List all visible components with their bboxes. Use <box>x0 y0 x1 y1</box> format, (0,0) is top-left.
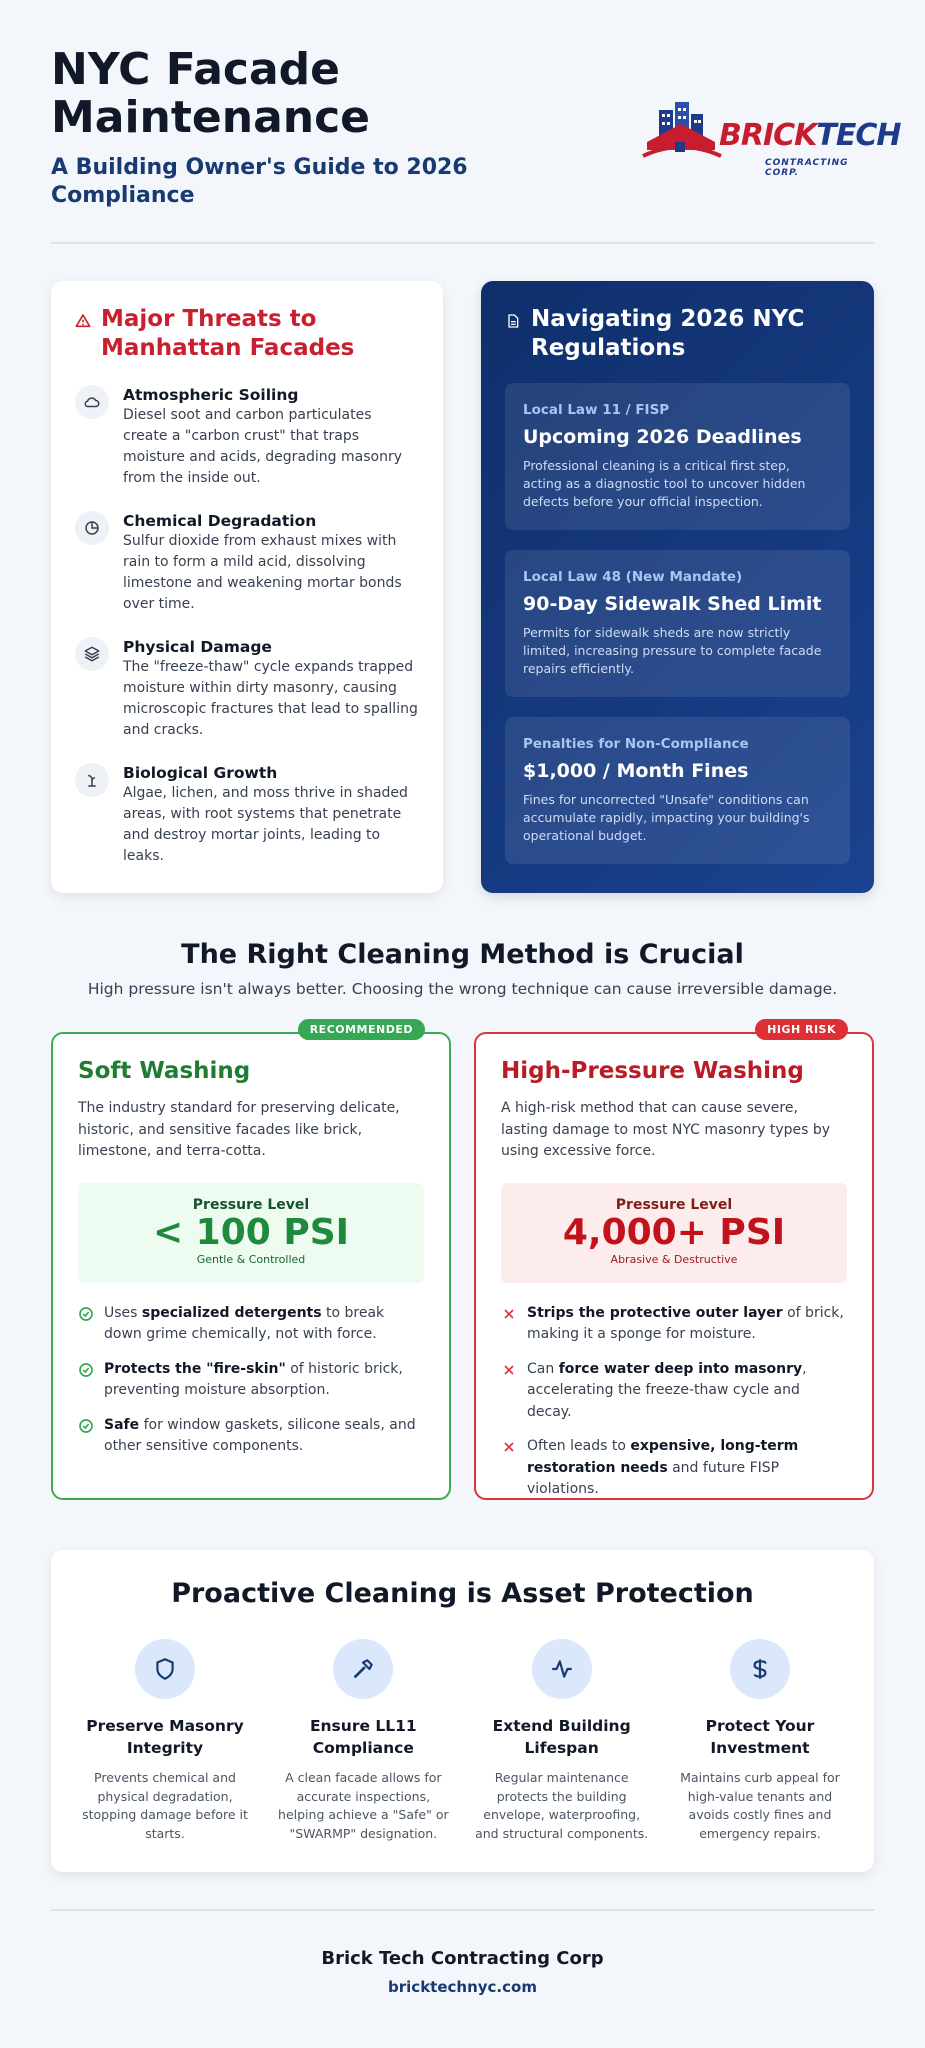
pressure-label: Pressure Level <box>615 1196 733 1213</box>
threat-item <box>75 511 419 615</box>
footer-url-link[interactable]: bricktechnyc.com <box>388 1978 537 1996</box>
benefit-text: Maintains curb appeal for high-value tenants and avoids costly fines and emergency repairs. <box>680 1770 840 1841</box>
footer-divider <box>51 1909 874 1911</box>
high-pressure-desc: A high-risk method that can cause severe, lasting damage to most NYC masonry types by using excessive force. <box>501 1100 831 1159</box>
regulations-card <box>481 281 874 893</box>
benefit-title: Protect Your Investment <box>705 1717 815 1757</box>
benefit-text: Regular maintenance protects the building envelope, waterproofing, and structural components. <box>475 1770 649 1841</box>
threat-title: Chemical Degradation <box>123 512 317 530</box>
list-item <box>501 1303 847 1346</box>
regulation-item <box>505 717 850 864</box>
pie-chart-icon <box>75 511 109 545</box>
point-text <box>527 1436 847 1501</box>
threat-title: Physical Damage <box>123 638 272 656</box>
regulations-title: Navigating 2026 NYC Regulations <box>531 306 805 361</box>
pressure-note: Gentle & Controlled <box>196 1252 306 1266</box>
high-risk-badge: HIGH RISK <box>755 1019 848 1040</box>
x-icon <box>501 1306 517 1322</box>
point-text <box>104 1303 424 1346</box>
point-post: for window gaskets, silicone seals, and other sensitive components. <box>104 1416 416 1454</box>
list-item <box>78 1303 424 1346</box>
regulation-title: $1,000 / Month Fines <box>523 760 749 782</box>
pressure-label: Pressure Level <box>192 1196 310 1213</box>
threat-item <box>75 637 419 741</box>
warning-icon <box>75 313 91 329</box>
check-circle-icon <box>78 1306 94 1322</box>
pressure-value: < 100 PSI <box>152 1211 350 1253</box>
regulation-title: 90-Day Sidewalk Shed Limit <box>523 593 822 615</box>
layers-icon <box>75 637 109 671</box>
x-icon <box>501 1362 517 1378</box>
proactive-title: Proactive Cleaning is Asset Protection <box>171 1578 754 1609</box>
check-circle-icon <box>78 1418 94 1434</box>
benefit-text: A clean facade allows for accurate inspections, helping achieve a "Safe" or "SWARMP" designation. <box>278 1770 449 1841</box>
threats-header <box>75 305 419 363</box>
benefit-item <box>275 1639 451 1843</box>
high-pressure-card <box>474 1023 874 1500</box>
logo-wordmark <box>719 118 901 153</box>
point-text <box>527 1303 847 1346</box>
pressure-box <box>78 1183 424 1283</box>
threats-title: Major Threats to Manhattan Facades <box>101 306 355 361</box>
activity-icon <box>532 1639 592 1699</box>
sprout-icon <box>75 763 109 797</box>
regulation-tag: Local Law 48 (New Mandate) <box>523 569 743 585</box>
proactive-card <box>51 1550 874 1872</box>
regulations-header <box>505 305 850 363</box>
point-bold: Protects the "fire-skin" <box>104 1360 286 1377</box>
list-item <box>78 1359 424 1402</box>
threat-item <box>75 763 419 867</box>
soft-washing-title: Soft Washing <box>78 1058 251 1084</box>
point-post: , accelerating the freeze-thaw cycle and decay. <box>527 1360 807 1420</box>
shield-icon <box>135 1639 195 1699</box>
logo-subtitle: CONTRACTING CORP. <box>765 158 849 178</box>
soft-points <box>78 1303 424 1458</box>
benefit-title: Preserve Masonry Integrity <box>86 1717 244 1757</box>
regulation-text: Permits for sidewalk sheds are now strictly limited, increasing pressure to complete facade repairs efficiently. <box>523 625 822 676</box>
recommended-badge: RECOMMENDED <box>298 1019 425 1040</box>
threat-list <box>75 385 419 867</box>
point-pre: Can <box>527 1360 559 1377</box>
page-subtitle: A Building Owner's Guide to 2026 Compliance <box>51 155 468 208</box>
brick-tech-logo <box>641 98 901 208</box>
point-pre: Often leads to <box>527 1438 631 1454</box>
point-pre: Uses <box>104 1304 142 1321</box>
soft-washing-card <box>51 1023 451 1500</box>
point-text <box>104 1415 424 1458</box>
benefit-item <box>672 1639 848 1843</box>
check-circle-icon <box>78 1362 94 1378</box>
document-icon <box>505 313 521 329</box>
regulation-item <box>505 383 850 530</box>
threat-item <box>75 385 419 489</box>
point-text <box>527 1359 847 1424</box>
high-pressure-title: High-Pressure Washing <box>501 1058 804 1084</box>
benefit-item <box>474 1639 650 1843</box>
regulation-title: Upcoming 2026 Deadlines <box>523 426 802 448</box>
threat-text: Diesel soot and carbon particulates create a "carbon crust" that traps moisture and acids, degrading masonry from the inside out. <box>123 407 402 486</box>
point-post: of brick, making it a sponge for moisture. <box>527 1304 844 1342</box>
point-post: to break down grime chemically, not with force. <box>104 1304 385 1342</box>
point-bold: force water deep into masonry <box>558 1360 803 1377</box>
benefit-title: Extend Building Lifespan <box>492 1717 631 1757</box>
pressure-value: 4,000+ PSI <box>562 1211 786 1253</box>
regulation-tag: Local Law 11 / FISP <box>523 402 670 418</box>
footer-company: Brick Tech Contracting Corp <box>321 1948 604 1969</box>
point-post: of historic brick, preventing moisture absorption. <box>104 1360 403 1398</box>
benefit-text: Prevents chemical and physical degradation, stopping damage before it starts. <box>82 1770 248 1841</box>
list-item <box>501 1436 847 1501</box>
point-bold: Strips the protective outer layer <box>527 1304 783 1321</box>
dollar-icon <box>730 1639 790 1699</box>
logo-building-icon <box>641 98 731 168</box>
cleaning-section-title: The Right Cleaning Method is Crucial <box>181 939 744 970</box>
regulation-tag: Penalties for Non-Compliance <box>523 736 749 752</box>
point-text <box>104 1359 424 1402</box>
threat-text: The "freeze-thaw" cycle expands trapped moisture within dirty masonry, causing microscopic fractures that lead to spalling and cracks. <box>123 659 418 738</box>
list-item <box>78 1415 424 1458</box>
list-item <box>501 1359 847 1424</box>
logo-brick: BRICK <box>719 118 817 153</box>
threat-text: Sulfur dioxide from exhaust mixes with rain to form a mild acid, dissolving limestone and weakening mortar bonds over time. <box>123 533 402 612</box>
threat-title: Biological Growth <box>123 764 278 782</box>
regulation-text: Professional cleaning is a critical first step, acting as a diagnostic tool to uncover hidden defects before your official inspection. <box>523 458 806 509</box>
point-post: and future FISP violations. <box>527 1459 780 1497</box>
cloud-icon <box>75 385 109 419</box>
pressure-note: Abrasive & Destructive <box>610 1252 738 1266</box>
regulation-item <box>505 550 850 697</box>
cleaning-section-subtitle: High pressure isn't always better. Choosing the wrong technique can cause irreversible damage. <box>87 980 838 998</box>
benefit-title: Ensure LL11 Compliance <box>309 1717 417 1757</box>
logo-tech: TECH <box>816 118 901 153</box>
point-bold: specialized detergents <box>141 1304 322 1321</box>
header <box>51 44 901 246</box>
pressure-box <box>501 1183 847 1283</box>
regulation-text: Fines for uncorrected "Unsafe" conditions can accumulate rapidly, impacting your building's operational budget. <box>523 792 810 843</box>
point-bold: expensive, long-term restoration needs <box>527 1438 799 1476</box>
x-icon <box>501 1439 517 1455</box>
threat-text: Algae, lichen, and moss thrive in shaded areas, with root systems that penetrate and destroy mortar joints, leading to leaks. <box>123 785 408 864</box>
header-divider <box>51 242 874 244</box>
soft-washing-desc: The industry standard for preserving delicate, historic, and sensitive facades like brick, limestone, and terra-cotta. <box>78 1100 400 1159</box>
benefit-item <box>77 1639 253 1843</box>
high-points <box>501 1303 847 1501</box>
threats-card <box>51 281 443 893</box>
page-title: NYC Facade Maintenance <box>51 44 371 143</box>
point-bold: Safe <box>104 1416 140 1433</box>
benefits-row <box>51 1639 874 1843</box>
threat-title: Atmospheric Soiling <box>123 386 299 404</box>
hammer-icon <box>333 1639 393 1699</box>
